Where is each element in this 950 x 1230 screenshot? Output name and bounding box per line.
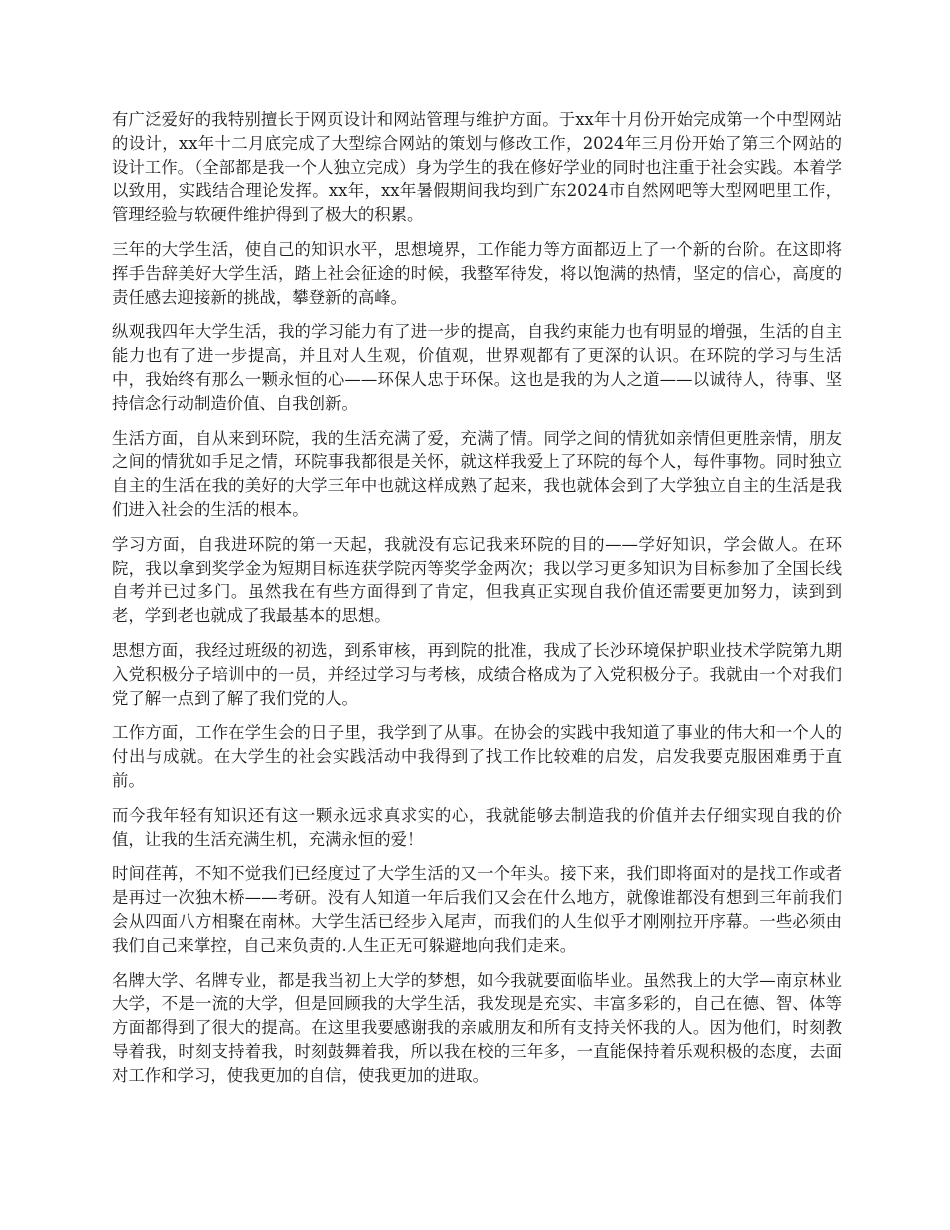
paragraph-time-passing: 时间荏苒，不知不觉我们已经度过了大学生活的又一个年头。接下来，我们即将面对的是找工作或者是再过一次独木桥——考研。没有人知道一年后我们又会在什么地方，就像谁都没有想到三年前我们会从四面八方相聚在南林。大学生活已经步入尾声，而我们的人生似乎才刚刚拉开序幕。一些必须由我们自己来掌控，自己来负责的.人生正无可躲避地向我们走来。 — [112, 864, 842, 955]
paragraph-hobbies-web-design: 有广泛爱好的我特别擅长于网页设计和网站管理与维护方面。于xx年十月份开始完成第一个中型网站的设计，xx年十二月底完成了大型综合网站的策划与修改工作，2024年三月份开始了第三个网站的设计工作。（全部都是我一个人独立完成）身为学生的我在修好学业的同时也注重于社会实践。本着学以致用，实践结合理论发挥。xx年，xx年暑假期间我均到广东2024市自然网吧等大型网吧里工作，管理经验与软硬件维护得到了极大的积累。 — [112, 110, 842, 225]
document-body — [112, 108, 842, 1098]
paragraph-university-gratitude: 名牌大学、名牌专业，都是我当初上大学的梦想，如今我就要面临毕业。虽然我上的大学—南京林业大学，不是一流的大学，但是回顾我的大学生活，我发现是充实、丰富多彩的，自己在德、智、体等方面都得到了很大的提高。在这里我要感谢我的亲戚朋友和所有支持关怀我的人。因为他们，时刻教导着我，时刻支持着我，时刻鼓舞着我，所以我在校的三年多，一直能保持着乐观积极的态度，去面对工作和学习，使我更加的自信，使我更加的进取。 — [112, 970, 842, 1085]
paragraph-ideology-aspect: 思想方面，我经过班级的初选，到系审核，再到院的批准，我成了长沙环境保护职业技术学院第九期入党积极分子培训中的一员，并经过学习与考核，成绩合格成为了入党积极分子。我就由一个对我们党了解一点到了解了我们党的人。 — [112, 640, 842, 708]
paragraph-life-aspect: 生活方面，自从来到环院，我的生活充满了爱，充满了情。同学之间的情犹如亲情但更胜亲情，朋友之间的情犹如手足之情，环院事我都很是关怀，就这样我爱上了环院的每个人，每件事物。同时独立自主的生活在我的美好的大学三年中也就这样成熟了起来，我也就体会到了大学独立自主的生活是我们进入社会的生活的根本。 — [112, 428, 842, 519]
paragraph-youth-aspiration: 而今我年轻有知识还有这一颗永远求真求实的心，我就能够去制造我的价值并去仔细实现自我的价值，让我的生活充满生机，充满永恒的爱！ — [112, 805, 842, 849]
paragraph-three-years-summary: 三年的大学生活，使自己的知识水平，思想境界，工作能力等方面都迈上了一个新的台阶。在这即将挥手告辞美好大学生活，踏上社会征途的时候，我整军待发，将以饱满的热情，坚定的信心，高度的责任感去迎接新的挑战，攀登新的高峰。 — [112, 239, 842, 307]
paragraph-work-aspect: 工作方面，工作在学生会的日子里，我学到了从事。在协会的实践中我知道了事业的伟大和一个人的付出与成就。在大学生的社会实践活动中我得到了找工作比较难的启发，启发我要克服困难勇于直前。 — [112, 723, 842, 790]
paragraph-four-years-review: 纵观我四年大学生活，我的学习能力有了进一步的提高，自我约束能力也有明显的增强，生活的自主能力也有了进一步提高，并且对人生观，价值观，世界观都有了更深的认识。在环院的学习与生活中，我始终有那么一颗永恒的心——环保人忠于环保。这也是我的为人之道——以诚待人，待事、坚持信念行动制造价值、自我创新。 — [112, 322, 842, 413]
paragraph-study-aspect: 学习方面，自我进环院的第一天起，我就没有忘记我来环院的目的——学好知识，学会做人。在环院，我以拿到奖学金为短期目标连获学院丙等奖学金两次；我以学习更多知识为目标参加了全国长线自考并已过多门。虽然我在有些方面得到了肯定，但我真正实现自我价值还需要更加努力，读到到老，学到老也就成了我最基本的思想。 — [112, 534, 842, 626]
